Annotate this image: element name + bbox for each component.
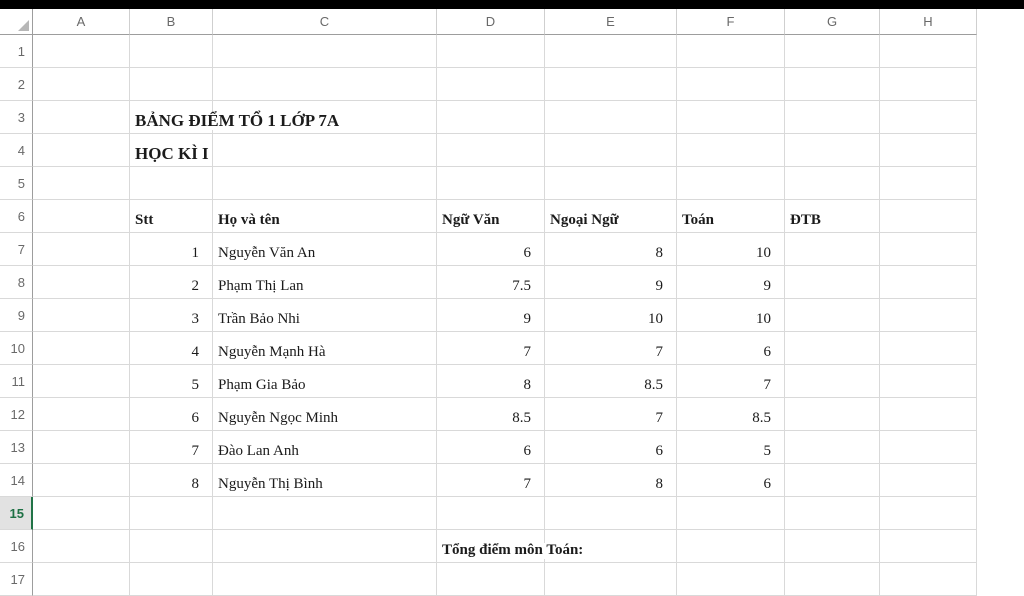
cell-H13[interactable]	[880, 431, 977, 464]
sheet-row-6	[0, 200, 977, 233]
cell-H5[interactable]	[880, 167, 977, 200]
cell-B4[interactable]	[130, 134, 213, 167]
column-header-B[interactable]: B	[130, 9, 213, 35]
cell-F11-text: 7	[763, 377, 771, 394]
cell-C4[interactable]	[213, 134, 437, 167]
cell-D9[interactable]	[437, 299, 545, 332]
cell-E11[interactable]	[545, 365, 677, 398]
cell-B17[interactable]	[130, 563, 213, 596]
cell-B9[interactable]	[130, 299, 213, 332]
cell-G14[interactable]	[785, 464, 880, 497]
sheet-row-15	[0, 497, 977, 530]
cell-D3[interactable]	[437, 101, 545, 134]
cell-E13[interactable]	[545, 431, 677, 464]
cell-D10-text: 7	[523, 344, 531, 361]
cell-A12[interactable]	[33, 398, 130, 431]
cell-D4[interactable]	[437, 134, 545, 167]
cell-H9[interactable]	[880, 299, 977, 332]
cell-B9-text: 3	[191, 311, 199, 328]
row-header-9[interactable]: 9	[0, 299, 33, 332]
cell-F12-text: 8.5	[752, 410, 771, 427]
cell-A9[interactable]	[33, 299, 130, 332]
cell-A16[interactable]	[33, 530, 130, 563]
cell-E13-text: 6	[655, 443, 663, 460]
cell-F1[interactable]	[677, 35, 785, 68]
cell-B15[interactable]	[130, 497, 213, 530]
cell-F7-text: 10	[756, 245, 771, 262]
cell-G5[interactable]	[785, 167, 880, 200]
row-header-16[interactable]: 16	[0, 530, 33, 563]
cell-C6-text: Họ và tên	[218, 212, 280, 229]
sheet-row-9	[0, 299, 977, 332]
sheet-row-5	[0, 167, 977, 200]
cell-A14[interactable]	[33, 464, 130, 497]
cell-H6[interactable]	[880, 200, 977, 233]
cell-D9-text: 9	[523, 311, 531, 328]
row-header-7[interactable]: 7	[0, 233, 33, 266]
cell-C14-text: Nguyễn Thị Bình	[218, 476, 323, 493]
cell-C15[interactable]	[213, 497, 437, 530]
cell-H4[interactable]	[880, 134, 977, 167]
cell-B12-text: 6	[191, 410, 199, 427]
spreadsheet-grid	[0, 9, 977, 587]
select-all-corner[interactable]	[0, 9, 33, 35]
cell-D6[interactable]	[437, 200, 545, 233]
cell-H2[interactable]	[880, 68, 977, 101]
column-header-A[interactable]: A	[33, 9, 130, 35]
cell-A6[interactable]	[33, 200, 130, 233]
sheet-row-7	[0, 233, 977, 266]
cell-F4[interactable]	[677, 134, 785, 167]
cell-B5[interactable]	[130, 167, 213, 200]
select-all-triangle-icon	[18, 20, 29, 31]
cell-A7[interactable]	[33, 233, 130, 266]
cell-F11[interactable]	[677, 365, 785, 398]
sheet-row-17	[0, 563, 977, 596]
cell-A1[interactable]	[33, 35, 130, 68]
sheet-row-11	[0, 365, 977, 398]
cell-F10[interactable]	[677, 332, 785, 365]
cell-C11[interactable]	[213, 365, 437, 398]
cell-G4[interactable]	[785, 134, 880, 167]
cell-A17[interactable]	[33, 563, 130, 596]
cell-H11[interactable]	[880, 365, 977, 398]
cell-B7[interactable]	[130, 233, 213, 266]
cell-A8[interactable]	[33, 266, 130, 299]
row-header-6[interactable]: 6	[0, 200, 33, 233]
cell-G16[interactable]	[785, 530, 880, 563]
cell-B2[interactable]	[130, 68, 213, 101]
cell-F17[interactable]	[677, 563, 785, 596]
cell-E2[interactable]	[545, 68, 677, 101]
cell-H1[interactable]	[880, 35, 977, 68]
row-header-17[interactable]: 17	[0, 563, 33, 596]
cell-E7[interactable]	[545, 233, 677, 266]
row-header-2[interactable]: 2	[0, 68, 33, 101]
cell-G6-text: ĐTB	[790, 212, 821, 229]
cell-D14-text: 7	[523, 476, 531, 493]
cell-F13-text: 5	[763, 443, 771, 460]
cell-D12[interactable]	[437, 398, 545, 431]
row-header-5[interactable]: 5	[0, 167, 33, 200]
cell-B6-text: Stt	[135, 212, 154, 229]
cell-B10-text: 4	[191, 344, 199, 361]
row-header-11[interactable]: 11	[0, 365, 33, 398]
sheet-row-2	[0, 68, 977, 101]
cell-C10[interactable]	[213, 332, 437, 365]
cell-C14[interactable]	[213, 464, 437, 497]
column-header-E[interactable]: E	[545, 9, 677, 35]
cell-C9[interactable]	[213, 299, 437, 332]
cell-D11-text: 8	[523, 377, 531, 394]
cell-C8-text: Phạm Thị Lan	[218, 278, 304, 295]
sheet-row-4	[0, 134, 977, 167]
cell-E1[interactable]	[545, 35, 677, 68]
cell-B8-text: 2	[191, 278, 199, 295]
cell-E8[interactable]	[545, 266, 677, 299]
cell-B8[interactable]	[130, 266, 213, 299]
row-header-12[interactable]: 12	[0, 398, 33, 431]
cell-E3[interactable]	[545, 101, 677, 134]
cell-G15[interactable]	[785, 497, 880, 530]
cell-F5[interactable]	[677, 167, 785, 200]
cell-G2[interactable]	[785, 68, 880, 101]
cell-B4-text: HỌC KÌ I	[135, 144, 209, 164]
row-header-10[interactable]: 10	[0, 332, 33, 365]
cell-C6[interactable]	[213, 200, 437, 233]
cell-E8-text: 9	[655, 278, 663, 295]
cell-C9-text: Trần Bảo Nhi	[218, 311, 300, 328]
cell-D16-text: Tổng điểm môn Toán:	[442, 542, 584, 559]
cell-D2[interactable]	[437, 68, 545, 101]
cell-H14[interactable]	[880, 464, 977, 497]
cell-D11[interactable]	[437, 365, 545, 398]
cell-B11[interactable]	[130, 365, 213, 398]
window-top-bar	[0, 0, 1024, 9]
cell-D5[interactable]	[437, 167, 545, 200]
cell-B1[interactable]	[130, 35, 213, 68]
cell-D10[interactable]	[437, 332, 545, 365]
cell-F14[interactable]	[677, 464, 785, 497]
cell-A4[interactable]	[33, 134, 130, 167]
cell-E14-text: 8	[655, 476, 663, 493]
cell-G7[interactable]	[785, 233, 880, 266]
cell-E7-text: 8	[655, 245, 663, 262]
column-header-C[interactable]: C	[213, 9, 437, 35]
cell-D8[interactable]	[437, 266, 545, 299]
cell-E10-text: 7	[655, 344, 663, 361]
cell-H10[interactable]	[880, 332, 977, 365]
cell-C17[interactable]	[213, 563, 437, 596]
cell-F2[interactable]	[677, 68, 785, 101]
cell-D8-text: 7.5	[512, 278, 531, 295]
cell-D15[interactable]	[437, 497, 545, 530]
cell-F6[interactable]	[677, 200, 785, 233]
cell-D14[interactable]	[437, 464, 545, 497]
sheet-row-3	[0, 101, 977, 134]
cell-C7[interactable]	[213, 233, 437, 266]
cell-D12-text: 8.5	[512, 410, 531, 427]
cell-E11-text: 8.5	[644, 377, 663, 394]
row-header-14[interactable]: 14	[0, 464, 33, 497]
cell-H12[interactable]	[880, 398, 977, 431]
cell-D13[interactable]	[437, 431, 545, 464]
cell-B16[interactable]	[130, 530, 213, 563]
cell-F9[interactable]	[677, 299, 785, 332]
cell-C2[interactable]	[213, 68, 437, 101]
cell-E6-text: Ngoại Ngữ	[550, 212, 619, 229]
cell-B13[interactable]	[130, 431, 213, 464]
cell-G8[interactable]	[785, 266, 880, 299]
cell-E12-text: 7	[655, 410, 663, 427]
cell-F3[interactable]	[677, 101, 785, 134]
cell-D7-text: 6	[523, 245, 531, 262]
cell-F8-text: 9	[763, 278, 771, 295]
cell-G3[interactable]	[785, 101, 880, 134]
cell-D17[interactable]	[437, 563, 545, 596]
column-header-D[interactable]: D	[437, 9, 545, 35]
cell-E15[interactable]	[545, 497, 677, 530]
cell-B13-text: 7	[191, 443, 199, 460]
cell-F13[interactable]	[677, 431, 785, 464]
cell-E6[interactable]	[545, 200, 677, 233]
cell-G1[interactable]	[785, 35, 880, 68]
cell-F14-text: 6	[763, 476, 771, 493]
cell-A13[interactable]	[33, 431, 130, 464]
cell-H3[interactable]	[880, 101, 977, 134]
cell-D7[interactable]	[437, 233, 545, 266]
sheet-row-8	[0, 266, 977, 299]
cell-H7[interactable]	[880, 233, 977, 266]
cell-D16[interactable]	[437, 530, 584, 563]
column-header-G[interactable]: G	[785, 9, 880, 35]
cell-B12[interactable]	[130, 398, 213, 431]
cell-D6-text: Ngữ Văn	[442, 212, 500, 229]
cell-A5[interactable]	[33, 167, 130, 200]
sheet-row-12	[0, 398, 977, 431]
cell-C5[interactable]	[213, 167, 437, 200]
cell-G10[interactable]	[785, 332, 880, 365]
row-header-3[interactable]: 3	[0, 101, 33, 134]
cell-C7-text: Nguyễn Văn An	[218, 245, 316, 262]
cell-C1[interactable]	[213, 35, 437, 68]
cell-C10-text: Nguyễn Mạnh Hà	[218, 344, 326, 361]
cell-E12[interactable]	[545, 398, 677, 431]
cell-C11-text: Phạm Gia Bảo	[218, 377, 306, 394]
cell-A10[interactable]	[33, 332, 130, 365]
cell-E10[interactable]	[545, 332, 677, 365]
cell-C13-text: Đào Lan Anh	[218, 443, 299, 460]
cell-G17[interactable]	[785, 563, 880, 596]
cell-F12[interactable]	[677, 398, 785, 431]
cell-G9[interactable]	[785, 299, 880, 332]
cell-A15[interactable]	[33, 497, 130, 530]
cell-E4[interactable]	[545, 134, 677, 167]
column-header-H[interactable]: H	[880, 9, 977, 35]
cell-C12-text: Nguyễn Ngọc Minh	[218, 410, 338, 427]
cell-H17[interactable]	[880, 563, 977, 596]
cell-A3[interactable]	[33, 101, 130, 134]
cell-B3-text: BẢNG ĐIỂM TỔ 1 LỚP 7A	[135, 111, 340, 131]
cell-G13[interactable]	[785, 431, 880, 464]
sheet-row-10	[0, 332, 977, 365]
cell-B14[interactable]	[130, 464, 213, 497]
cell-B7-text: 1	[191, 245, 199, 262]
cell-G12[interactable]	[785, 398, 880, 431]
cell-C12[interactable]	[213, 398, 437, 431]
cell-D1[interactable]	[437, 35, 545, 68]
cell-F9-text: 10	[756, 311, 771, 328]
row-header-8[interactable]: 8	[0, 266, 33, 299]
cell-H16[interactable]	[880, 530, 977, 563]
cell-A11[interactable]	[33, 365, 130, 398]
cell-G11[interactable]	[785, 365, 880, 398]
cell-F8[interactable]	[677, 266, 785, 299]
cell-C16[interactable]	[213, 530, 437, 563]
cell-E9[interactable]	[545, 299, 677, 332]
cell-A2[interactable]	[33, 68, 130, 101]
cell-E5[interactable]	[545, 167, 677, 200]
row-header-1[interactable]: 1	[0, 35, 33, 68]
cell-H8[interactable]	[880, 266, 977, 299]
cell-C13[interactable]	[213, 431, 437, 464]
cell-F6-text: Toán	[682, 212, 714, 229]
column-header-F[interactable]: F	[677, 9, 785, 35]
cell-F15[interactable]	[677, 497, 785, 530]
cell-E17[interactable]	[545, 563, 677, 596]
sheet-row-16	[0, 530, 977, 563]
cell-C8[interactable]	[213, 266, 437, 299]
cell-B14-text: 8	[191, 476, 199, 493]
row-header-13[interactable]: 13	[0, 431, 33, 464]
cell-B10[interactable]	[130, 332, 213, 365]
cell-B11-text: 5	[191, 377, 199, 394]
sheet-row-1	[0, 35, 977, 68]
cell-B3[interactable]	[130, 101, 340, 134]
row-header-15-selected[interactable]: 15	[0, 497, 33, 530]
cell-D13-text: 6	[523, 443, 531, 460]
cell-E14[interactable]	[545, 464, 677, 497]
cell-F16[interactable]	[677, 530, 785, 563]
cell-F7[interactable]	[677, 233, 785, 266]
cell-B6[interactable]	[130, 200, 213, 233]
row-header-4[interactable]: 4	[0, 134, 33, 167]
sheet-row-13	[0, 431, 977, 464]
cell-E9-text: 10	[648, 311, 663, 328]
sheet-row-14	[0, 464, 977, 497]
cell-F10-text: 6	[763, 344, 771, 361]
cell-G6[interactable]	[785, 200, 880, 233]
cell-H15[interactable]	[880, 497, 977, 530]
